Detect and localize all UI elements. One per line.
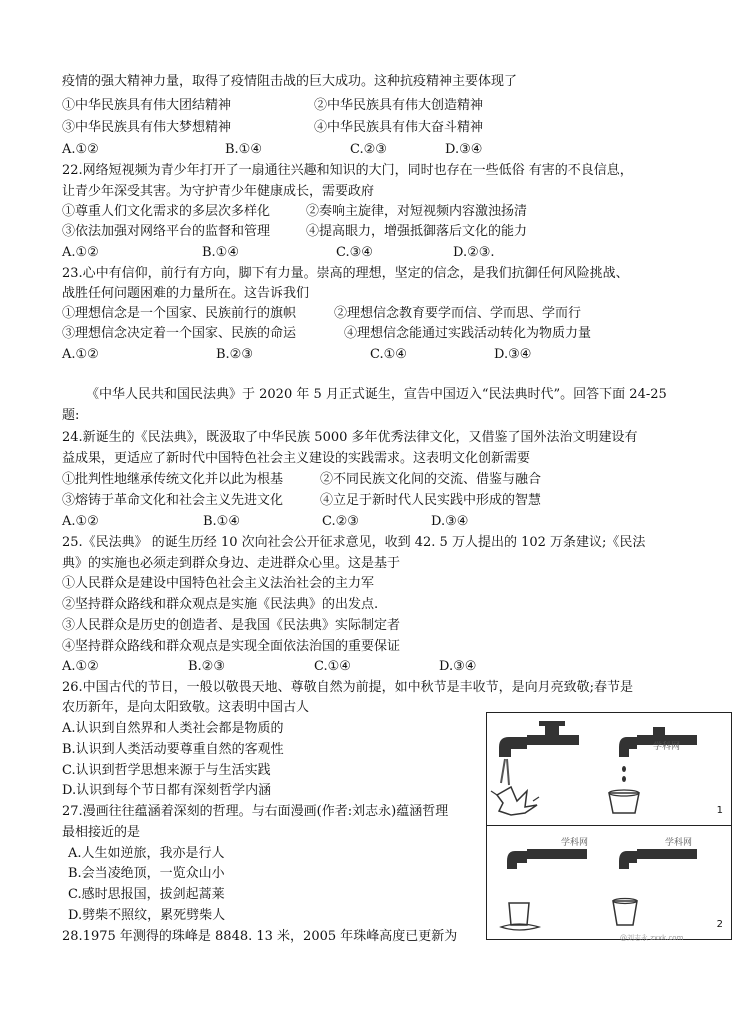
q25-choice-d: D.③④ <box>439 659 477 674</box>
glass-icon <box>501 903 539 930</box>
splashing-water-icon <box>491 787 539 815</box>
comic-panel-1 <box>487 713 733 825</box>
comic-illustration <box>486 712 732 940</box>
q22-choice-d: D.②③. <box>453 245 495 260</box>
q23-option-1: ①理想信念是一个国家、民族前行的旗帜 <box>62 306 297 321</box>
q21-stem: 疫情的强大精神力量，取得了疫情阻击战的巨大成功。这种抗疫精神主要体现了 <box>62 74 518 89</box>
q27-stem-line1: 27.漫画往往蕴涵着深刻的哲理。与右面漫画(作者:刘志永)蕴涵哲理 <box>62 804 449 819</box>
section-intro-line1: 《中华人民共和国民法典》于 2020 年 5 月正式诞生，宣告中国迈入“民法典时代”。回答下面 24-25 <box>86 387 667 402</box>
comic-panel-divider <box>487 825 731 826</box>
q22-choice-b: B.①④ <box>202 245 239 260</box>
q23-option-4: ④理想信念能通过实践活动转化为物质力量 <box>344 326 592 341</box>
bucket-icon <box>609 790 639 813</box>
q24-option-1: ①批判性地继承传统文化并以此为根基 <box>62 472 284 487</box>
comic-watermark-1: 学科网 <box>653 742 681 752</box>
q24-option-4: ④立足于新时代人民实践中形成的智慧 <box>320 493 542 508</box>
q22-choice-a: A.①② <box>62 245 99 260</box>
q26-choice-a: A.认识到自然界和人类社会都是物质的 <box>62 721 284 736</box>
faucet-drip-icon <box>619 727 697 782</box>
q24-choice-a: A.①② <box>62 514 99 529</box>
q22-option-1: ①尊重人们文化需求的多层次多样化 <box>62 204 271 219</box>
q28-stem-line1: 28.1975 年测得的珠峰是 8848. 13 米，2005 年珠峰高度已更新为 <box>62 929 458 944</box>
q27-choice-b: B.会当凌绝顶，一览众山小 <box>68 866 225 881</box>
q27-choice-a: A.人生如逆旅，我亦是行人 <box>68 846 225 861</box>
q23-option-2: ②理想信念教育要学而信、学而思、学而行 <box>334 306 582 321</box>
q22-stem-line2: 让青少年深受其害。为守护青少年健康成长，需要政府 <box>62 184 375 199</box>
q24-stem-line1: 24.新诞生的《民法典》，既汲取了中华民族 5000 多年优秀法律文化，又借鉴了国外法治文明建设有 <box>62 430 638 445</box>
q21-choice-c: C.②③ <box>350 142 387 157</box>
q21-choice-b: B.①④ <box>225 142 262 157</box>
q27-choice-c: C.感时思报国，拔剑起蒿莱 <box>68 887 225 902</box>
q21-choice-d: D.③④ <box>445 142 483 157</box>
q25-choice-a: A.①② <box>62 659 99 674</box>
q25-option-2: ②坚持群众路线和群众观点是实施《民法典》的出发点. <box>62 597 379 612</box>
q21-option-1: ①中华民族具有伟大团结精神 <box>62 98 232 113</box>
q25-option-1: ①人民群众是建设中国特色社会主义法治社会的主力军 <box>62 576 375 591</box>
q26-stem-line1: 26.中国古代的节日，一般以敬畏天地、尊敬自然为前提，如中秋节是丰收节，是向月亮致敬;春节是 <box>62 680 634 695</box>
q21-option-4: ④中华民族具有伟大奋斗精神 <box>314 120 484 135</box>
q25-stem-line2: 典》的实施也必须走到群众身边、走进群众心里。这是基于 <box>62 556 401 571</box>
q25-stem-line1: 25.《民法典》 的诞生历经 10 次向社会公开征求意见，收到 42. 5 万人提出的 102 万条建议;《民法 <box>62 535 646 550</box>
q22-option-4: ④提高眼力，增强抵御落后文化的能力 <box>306 224 528 239</box>
q26-choice-c: C.认识到哲学思想来源于与生活实践 <box>62 763 271 778</box>
q23-choice-d: D.③④ <box>494 347 532 362</box>
faucet-open-icon <box>499 721 579 785</box>
faucet-closed-icon <box>507 849 587 869</box>
q23-choice-b: B.②③ <box>216 347 253 362</box>
q24-option-2: ②不同民族文化间的交流、借鉴与融合 <box>320 472 542 487</box>
comic-watermark-2: 学科网 <box>561 838 589 848</box>
comic-panel-2 <box>487 827 733 939</box>
q22-choice-c: C.③④ <box>336 245 373 260</box>
cup-icon <box>613 899 637 926</box>
q23-choice-c: C.①④ <box>370 347 407 362</box>
q24-stem-line2: 益成果，更适应了新时代中国特色社会主义建设的实践需求。这表明文化创新需要 <box>62 451 531 466</box>
q22-option-3: ③依法加强对网络平台的监督和管理 <box>62 224 271 239</box>
q24-choice-b: B.①④ <box>203 514 240 529</box>
q24-option-3: ③熔铸于革命文化和社会主义先进文化 <box>62 493 284 508</box>
q23-choice-a: A.①② <box>62 347 99 362</box>
q24-choice-d: D.③④ <box>431 514 469 529</box>
q26-stem-line2: 农历新年，是向太阳致敬。这表明中国古人 <box>62 700 310 715</box>
comic-panel-2-number: 2 <box>716 919 723 930</box>
comic-credit: @刘志永 zxxk.com <box>620 934 684 942</box>
q23-stem-line1: 23.心中有信仰，前行有方向，脚下有力量。崇高的理想，坚定的信念，是我们抗御任何风险挑战、 <box>62 266 629 281</box>
q25-option-3: ③人民群众是历史的创造者、是我国《民法典》实际制定者 <box>62 618 401 633</box>
section-intro-line2: 题: <box>62 408 80 423</box>
comic-watermark-3: 学科网 <box>665 838 693 848</box>
q25-choice-b: B.②③ <box>188 659 225 674</box>
q27-choice-d: D.劈柴不照纹，累死劈柴人 <box>68 908 226 923</box>
q23-stem-line2: 战胜任何问题困难的力量所在。这告诉我们 <box>62 286 310 301</box>
q26-choice-b: B.认识到人类活动要尊重自然的客观性 <box>62 742 284 757</box>
q21-option-3: ③中华民族具有伟大梦想精神 <box>62 120 232 135</box>
q24-choice-c: C.②③ <box>322 514 359 529</box>
q22-stem-line1: 22.网络短视频为青少年打开了一扇通往兴趣和知识的大门，同时也存在一些低俗 有害的不良信息， <box>62 163 633 178</box>
q23-option-3: ③理想信念决定着一个国家、民族的命运 <box>62 326 297 341</box>
q25-choice-c: C.①④ <box>314 659 351 674</box>
q26-choice-d: D.认识到每个节日都有深刻哲学内涵 <box>62 783 272 798</box>
q25-option-4: ④坚持群众路线和群众观点是实现全面依法治国的重要保证 <box>62 639 401 654</box>
q22-option-2: ②奏响主旋律，对短视频内容激浊扬清 <box>306 204 528 219</box>
q21-choice-a: A.①② <box>62 142 99 157</box>
faucet-closed-right-icon <box>619 849 697 869</box>
q21-option-2: ②中华民族具有伟大创造精神 <box>314 98 484 113</box>
q27-stem-line2: 最相接近的是 <box>62 825 141 840</box>
comic-panel-1-number: 1 <box>716 805 723 816</box>
